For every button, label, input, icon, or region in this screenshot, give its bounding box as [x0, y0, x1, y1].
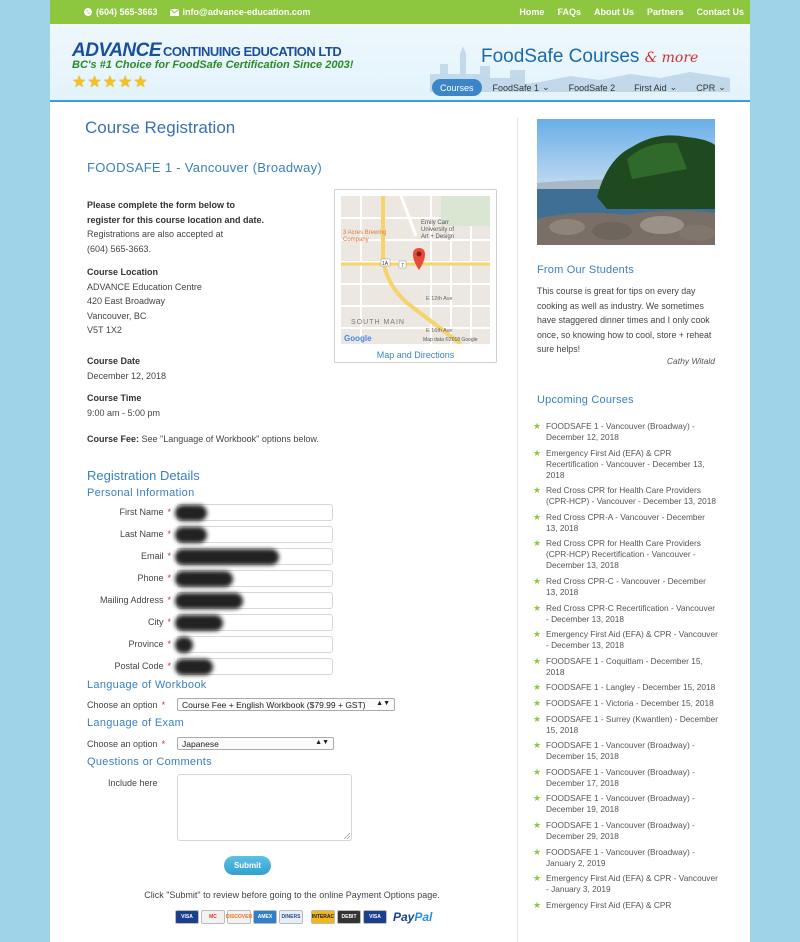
required-marker: * [167, 661, 171, 671]
star-icon: ★ [533, 899, 542, 910]
coastline-photo [537, 119, 715, 245]
photo-graphic [537, 119, 715, 245]
phone-label [137, 573, 171, 583]
nav-label: First Aid [634, 82, 667, 93]
upcoming-courses-list [533, 421, 718, 915]
list-item[interactable] [533, 793, 718, 815]
top-link-about[interactable]: About Us [593, 7, 634, 17]
email-row [87, 548, 337, 566]
course-location [87, 265, 202, 338]
submit-button[interactable]: Submit [224, 856, 271, 875]
mailing-address-label [100, 595, 171, 605]
resize-handle-icon[interactable] [344, 833, 350, 839]
option-label: Choose an option [87, 739, 158, 749]
nav-first-aid[interactable] [626, 79, 685, 96]
svg-text:Company: Company [343, 237, 369, 243]
workbook-select[interactable] [177, 698, 395, 711]
course-link[interactable]: Red Cross CPR-C - Vancouver - December 13, 2018 [546, 575, 706, 597]
course-link[interactable]: FOODSAFE 1 - Langley - December 15, 2018 [546, 682, 716, 693]
students-title: From Our Students [537, 264, 634, 276]
select-arrow-icon: ▲▼ [376, 700, 390, 707]
list-item[interactable] [533, 682, 718, 693]
map-image[interactable] [341, 196, 490, 344]
redacted-value [175, 505, 207, 521]
discover-card-icon: DISCOVER [227, 910, 251, 924]
exam-select[interactable] [177, 737, 334, 750]
list-item[interactable] [533, 714, 718, 736]
redacted-value [175, 549, 279, 565]
redacted-value [175, 593, 243, 609]
course-date [87, 354, 166, 383]
workbook-selected-value: Course Fee + English Workbook ($79.99 + GST) [182, 700, 366, 710]
star-icon: ★ [533, 511, 542, 522]
paypal-logo [393, 910, 432, 924]
intro-text [87, 198, 264, 256]
star-icon: ★ [533, 575, 542, 586]
course-link[interactable]: Red Cross CPR for Health Care Providers (CPR-HCP) - Vancouver - December 13, 2018 [546, 485, 716, 507]
field-label: Email [140, 551, 164, 561]
course-fee [87, 432, 319, 447]
paypal-pal: Pal [414, 910, 433, 924]
postal-code-label [114, 661, 171, 671]
workbook-option-label [87, 698, 165, 713]
field-label: Province [128, 639, 164, 649]
intro-line-1: Registrations are also accepted at [87, 229, 224, 239]
phone-row [87, 570, 337, 588]
top-link-contact[interactable]: Contact Us [696, 7, 744, 17]
column-divider [517, 118, 518, 942]
star-icon: ★ [533, 629, 542, 640]
exam-option-label [87, 737, 165, 752]
star-icon: ★ [533, 873, 542, 884]
nav-label: CPR [696, 82, 716, 93]
visa-debit-icon: VISA [363, 910, 387, 924]
registration-title: Registration Details [87, 468, 200, 483]
testimonial-text: This course is great for tips on every day cooking as well as industry. We sometimes have staggered dinner times and I only cook once, so knowing how to cool, store + reheat sure helps! [537, 286, 712, 354]
svg-text:Google: Google [344, 334, 372, 343]
envelope-icon [170, 9, 179, 16]
list-item[interactable] [533, 740, 718, 762]
course-link[interactable]: Red Cross CPR for Health Care Providers (CPR-HCP) Recertification - Vancouver - December 13, 2018 [546, 538, 701, 571]
diners-card-icon: DINERS [279, 910, 303, 924]
chevron-down-icon: ⌄ [718, 82, 726, 92]
star-icon: ★ [533, 421, 542, 431]
rating-stars-icon: ★★★★★ [72, 74, 149, 91]
phone-text: (604) 565-3663 [96, 7, 158, 17]
list-item[interactable] [533, 873, 718, 895]
field-label: Last Name [119, 529, 164, 539]
required-marker: * [167, 507, 171, 517]
site-title-text: FoodSafe Courses [481, 46, 640, 67]
personal-info-title: Personal Information [87, 487, 195, 499]
amex-card-icon: AMEX [253, 910, 277, 924]
nav-label: Courses [440, 82, 474, 93]
first-name-label [119, 507, 171, 517]
star-icon: ★ [533, 602, 542, 613]
province-input[interactable] [177, 636, 333, 653]
svg-text:Map data ©2018 Google: Map data ©2018 Google [423, 337, 478, 343]
required-marker: * [167, 639, 171, 649]
list-item[interactable] [533, 512, 718, 534]
nav-label: FoodSafe 1 [492, 82, 540, 93]
site-title [481, 46, 698, 68]
top-link-home[interactable]: Home [519, 7, 545, 17]
list-item[interactable] [533, 538, 718, 571]
redacted-value [175, 615, 223, 631]
include-here-label: Include here [108, 778, 158, 788]
star-icon: ★ [533, 713, 542, 724]
time-value: 9:00 am - 5:00 pm [87, 407, 161, 418]
course-link[interactable]: FOODSAFE 1 - Vancouver (Broadway) - December 12, 2018 [546, 421, 695, 442]
star-icon: ★ [533, 740, 542, 751]
site-header [50, 24, 750, 102]
course-link[interactable]: Red Cross CPR-A - Vancouver - December 13, 2018 [546, 511, 705, 533]
select-arrow-icon: ▲▼ [315, 739, 329, 746]
submit-note: Click "Submit" to review before going to the online Payment Options page. [144, 890, 440, 900]
logo-tagline: BC's #1 Choice for FoodSafe Certification Since 2003! [72, 59, 354, 71]
location-label: Course Location [87, 267, 159, 277]
star-icon: ★ [533, 485, 542, 496]
postal-code-row [87, 658, 337, 676]
list-item[interactable] [533, 900, 718, 911]
upcoming-courses-title: Upcoming Courses [537, 394, 634, 406]
map-directions-link[interactable]: Map and Directions [376, 350, 455, 360]
star-icon: ★ [533, 682, 542, 693]
site-title-more: & more [644, 50, 699, 66]
list-item[interactable] [533, 576, 718, 598]
svg-text:E 12th Ave: E 12th Ave [426, 296, 453, 302]
chevron-down-icon: ⌄ [542, 82, 550, 92]
course-link[interactable]: FOODSAFE 1 - Vancouver (Broadway) - December 15, 2018 [546, 740, 695, 762]
phone-link[interactable] [84, 7, 158, 17]
redacted-value [175, 659, 213, 675]
course-link[interactable]: FOODSAFE 1 - Vancouver (Broadway) - December 19, 2018 [546, 793, 695, 815]
phone-icon [84, 8, 92, 16]
intro-line-2: (604) 565-3663. [87, 243, 152, 254]
contact-info [84, 7, 310, 17]
intro-bold-2: register for this course location and date. [87, 214, 265, 225]
course-link[interactable]: Emergency First Aid (EFA) & CPR [546, 899, 672, 910]
svg-text:University of: University of [421, 227, 455, 233]
chevron-down-icon: ⌄ [669, 82, 678, 92]
nav-cpr[interactable] [688, 79, 734, 96]
svg-text:Emily Carr: Emily Carr [421, 220, 449, 226]
field-label: Mailing Address [99, 595, 164, 605]
location-line: V5T 1X2 [87, 325, 122, 335]
first-name-row [87, 504, 337, 522]
comments-textarea[interactable] [177, 774, 352, 841]
course-link[interactable]: FOODSAFE 1 - Vancouver (Broadway) - January 2, 2019 [546, 846, 695, 868]
redacted-value [175, 527, 207, 543]
province-label [128, 639, 171, 649]
date-label: Course Date [87, 356, 141, 366]
exam-selected-value: Japanese [182, 739, 219, 749]
star-icon: ★ [533, 655, 542, 666]
main-nav [432, 79, 734, 96]
top-link-partners[interactable]: Partners [646, 7, 684, 17]
nav-label: FoodSafe 2 [568, 82, 616, 93]
map-graphic [341, 196, 490, 344]
city-label [148, 617, 171, 627]
paypal-pay: Pay [393, 910, 415, 924]
svg-text:3 Acres Brewing: 3 Acres Brewing [343, 230, 387, 236]
list-item[interactable] [533, 767, 718, 789]
option-label: Choose an option [87, 700, 158, 710]
province-row [87, 636, 337, 654]
star-icon: ★ [533, 793, 542, 804]
interac-icon: INTERAC [311, 910, 335, 924]
last-name-row [87, 526, 337, 544]
intro-bold-1: Please complete the form below to [87, 200, 236, 210]
field-label: First Name [119, 507, 164, 517]
fee-label: Course Fee: [87, 434, 140, 444]
email-text: info@advance-education.com [182, 7, 311, 17]
course-link[interactable]: FOODSAFE 1 - Surrey (Kwantlen) - December 15, 2018 [546, 713, 718, 735]
visa-card-icon: VISA [175, 910, 199, 924]
logo-rest: CONTINUING EDUCATION LTD [163, 44, 342, 59]
testimonial-author: Cathy Witald [666, 356, 715, 366]
payment-methods [175, 910, 432, 924]
list-item[interactable] [533, 698, 718, 709]
list-item[interactable] [533, 656, 718, 678]
exam-language-title: Language of Exam [87, 717, 185, 729]
email-label [141, 551, 171, 561]
logo-main: ADVANCE [72, 40, 162, 61]
star-icon: ★ [533, 766, 542, 777]
course-link[interactable]: Emergency First Aid (EFA) & CPR Recertification - Vancouver - December 13, 2018 [546, 447, 705, 480]
workbook-language-title: Language of Workbook [87, 679, 207, 691]
questions-title: Questions or Comments [87, 756, 212, 768]
date-value: December 12, 2018 [87, 370, 167, 381]
star-icon: ★ [533, 447, 542, 458]
star-icon: ★ [533, 846, 542, 857]
svg-text:1A: 1A [382, 261, 389, 267]
location-line: Vancouver, BC [87, 310, 147, 321]
field-label: Postal Code [114, 661, 164, 671]
course-link[interactable]: Emergency First Aid (EFA) & CPR - Vancouver - December 13, 2018 [546, 629, 718, 651]
nav-foodsafe1[interactable] [485, 79, 558, 96]
field-label: Phone [137, 573, 164, 583]
course-name: FOODSAFE 1 - Vancouver (Broadway) [87, 160, 323, 175]
fee-value: See "Language of Workbook" options below. [139, 434, 319, 444]
mailing-address-row [87, 592, 337, 610]
top-link-faqs[interactable]: FAQs [557, 7, 581, 17]
location-line: ADVANCE Education Centre [87, 281, 202, 292]
top-links [519, 7, 744, 17]
star-icon: ★ [533, 538, 542, 549]
list-item[interactable] [533, 485, 718, 507]
course-link[interactable]: FOODSAFE 1 - Vancouver (Broadway) - December 29, 2018 [546, 819, 695, 841]
required-marker: * [167, 595, 171, 605]
debit-card-icon: DEBIT [337, 910, 361, 924]
list-item[interactable] [533, 421, 718, 443]
course-link[interactable]: Red Cross CPR-C Recertification - Vancouver - December 13, 2018 [546, 602, 716, 624]
required-marker: * [167, 529, 171, 539]
city-row [87, 614, 337, 632]
course-link[interactable]: FOODSAFE 1 - Vancouver (Broadway) - December 17, 2018 [546, 766, 695, 788]
star-icon: ★ [533, 819, 542, 830]
required-marker: * [167, 551, 171, 561]
nav-foodsafe2[interactable] [561, 79, 624, 96]
time-label: Course Time [87, 393, 142, 403]
location-line: 420 East Broadway [87, 296, 166, 306]
star-icon: ★ [533, 697, 542, 708]
required-marker: * [167, 617, 171, 627]
course-link[interactable]: Emergency First Aid (EFA) & CPR - Vancouver - January 3, 2019 [546, 873, 718, 895]
svg-text:E 16th Ave: E 16th Ave [426, 328, 453, 334]
top-bar [50, 0, 750, 24]
field-label: City [147, 617, 164, 627]
page-title: Course Registration [85, 118, 236, 137]
required-marker: * [167, 573, 171, 583]
svg-text:7: 7 [401, 263, 404, 269]
list-item[interactable] [533, 629, 718, 651]
mastercard-icon: MC [201, 910, 225, 924]
required-marker: * [161, 739, 166, 749]
svg-text:Art + Design: Art + Design [421, 234, 455, 240]
email-link[interactable] [170, 7, 311, 17]
list-item[interactable] [533, 448, 718, 481]
course-link[interactable]: FOODSAFE 1 - Victoria - December 15, 2018 [546, 697, 714, 708]
list-item[interactable] [533, 847, 718, 869]
last-name-label [120, 529, 171, 539]
list-item[interactable] [533, 603, 718, 625]
redacted-value [175, 637, 193, 653]
redacted-value [175, 571, 233, 587]
nav-courses[interactable] [432, 79, 482, 96]
list-item[interactable] [533, 820, 718, 842]
course-link[interactable]: FOODSAFE 1 - Coquitlam - December 15, 2018 [546, 655, 703, 677]
location-map [334, 189, 497, 363]
required-marker: * [161, 700, 166, 710]
svg-text:SOUTH MAIN: SOUTH MAIN [351, 319, 405, 326]
course-time [87, 391, 160, 420]
